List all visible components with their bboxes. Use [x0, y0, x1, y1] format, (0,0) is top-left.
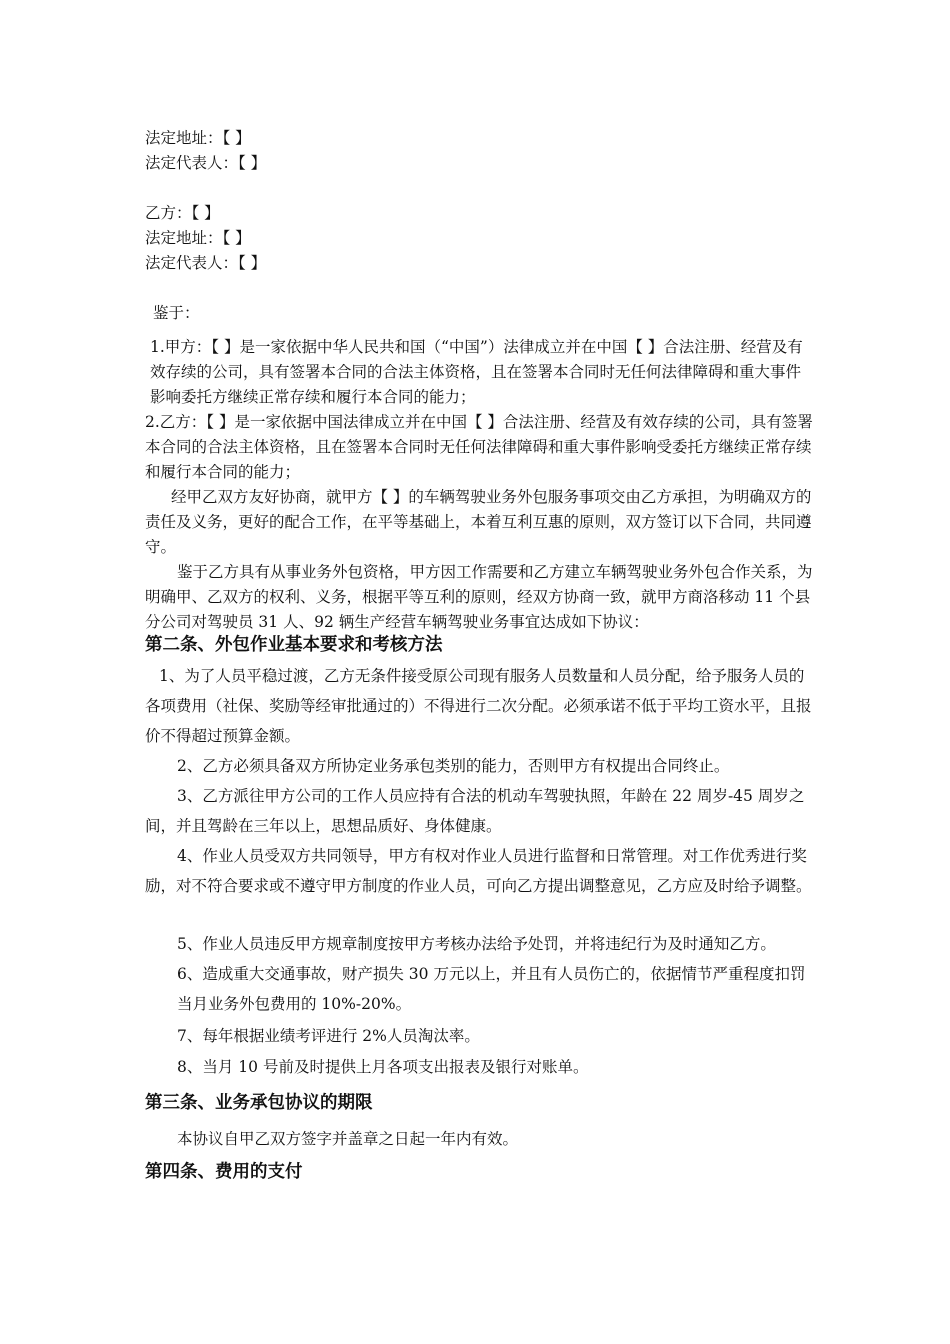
- party-a-representative: 法定代表人：【 】: [145, 154, 267, 172]
- article-2-item-5: 5、作业人员违反甲方规章制度按甲方考核办法给予处罚，并将违纪行为及时通知乙方。: [177, 935, 776, 953]
- party-b-representative: 法定代表人：【 】: [145, 254, 267, 272]
- article-3-text: 本协议自甲乙双方签字并盖章之日起一年内有效。: [177, 1130, 519, 1148]
- article-2-item-2: 2、乙方必须具备双方所协定业务承包类别的能力，否则甲方有权提出合同终止。: [177, 757, 730, 775]
- whereas-item-1: 1.甲方：【 】是一家依据中华人民共和国（“中国”）法律成立并在中国【 】合法注册、经营及有效存续的公司，具有签署本合同的合法主体资格，且在签署本合同时无任何法律障碍和重大事件影响委托方继续正常存续和履行本合同的能力；: [150, 338, 803, 406]
- agreement-paragraph-1: 经甲乙双方友好协商，就甲方【 】的车辆驾驶业务外包服务事项交由乙方承担，为明确双方的责任及义务，更好的配合工作，在平等基础上，本着互利互惠的原则，双方签订以下合同，共同遵守。: [145, 488, 812, 556]
- article-2-item-3: 3、乙方派往甲方公司的工作人员应持有合法的机动车驾驶执照，年龄在 22 周岁-45 周岁之间，并且驾龄在三年以上，思想品质好、身体健康。: [145, 787, 805, 835]
- article-2-item-7: 7、每年根据业绩考评进行 2%人员淘汰率。: [177, 1027, 480, 1045]
- article-2-item-4: 4、作业人员受双方共同领导，甲方有权对作业人员进行监督和日常管理。对工作优秀进行奖励，对不符合要求或不遵守甲方制度的作业人员，可向乙方提出调整意见，乙方应及时给予调整。: [145, 847, 812, 895]
- article-2-item-8: 8、当月 10 号前及时提供上月各项支出报表及银行对账单。: [177, 1058, 589, 1076]
- whereas-title: 鉴于：: [153, 304, 200, 322]
- article-3-heading: 第三条、业务承包协议的期限: [145, 1093, 373, 1113]
- whereas-item-2: 2.乙方：【 】是一家依据中国法律成立并在中国【 】合法注册、经营及有效存续的公司，具有签署本合同的合法主体资格，且在签署本合同时无任何法律障碍和重大事件影响受委托方继续正常存续和履行本合同的能力；: [145, 413, 813, 481]
- agreement-paragraph-2: 鉴于乙方具有从事业务外包资格，甲方因工作需要和乙方建立车辆驾驶业务外包合作关系，为明确甲、乙双方的权利、义务，根据平等互利的原则，经双方协商一致，就甲方商洛移动 11 个县分公司对驾驶员 31 人、92 辆生产经营车辆驾驶业务事宜达成如下协议：: [145, 563, 813, 631]
- party-b-address: 法定地址：【 】: [145, 229, 251, 247]
- party-b-name: 乙方：【 】: [145, 204, 220, 222]
- article-2-heading: 第二条、外包作业基本要求和考核方法: [145, 635, 443, 655]
- article-2-item-6: 6、造成重大交通事故，财产损失 30 万元以上，并且有人员伤亡的，依据情节严重程度扣罚当月业务外包费用的 10%-20%。: [177, 965, 806, 1013]
- article-4-heading: 第四条、费用的支付: [145, 1162, 303, 1182]
- party-a-address: 法定地址：【 】: [145, 129, 251, 147]
- article-2-item-1: 1、为了人员平稳过渡，乙方无条件接受原公司现有服务人员数量和人员分配，给予服务人员的各项费用（社保、奖励等经审批通过的）不得进行二次分配。必须承诺不低于平均工资水平，且报价不得超过预算金额。: [145, 667, 812, 745]
